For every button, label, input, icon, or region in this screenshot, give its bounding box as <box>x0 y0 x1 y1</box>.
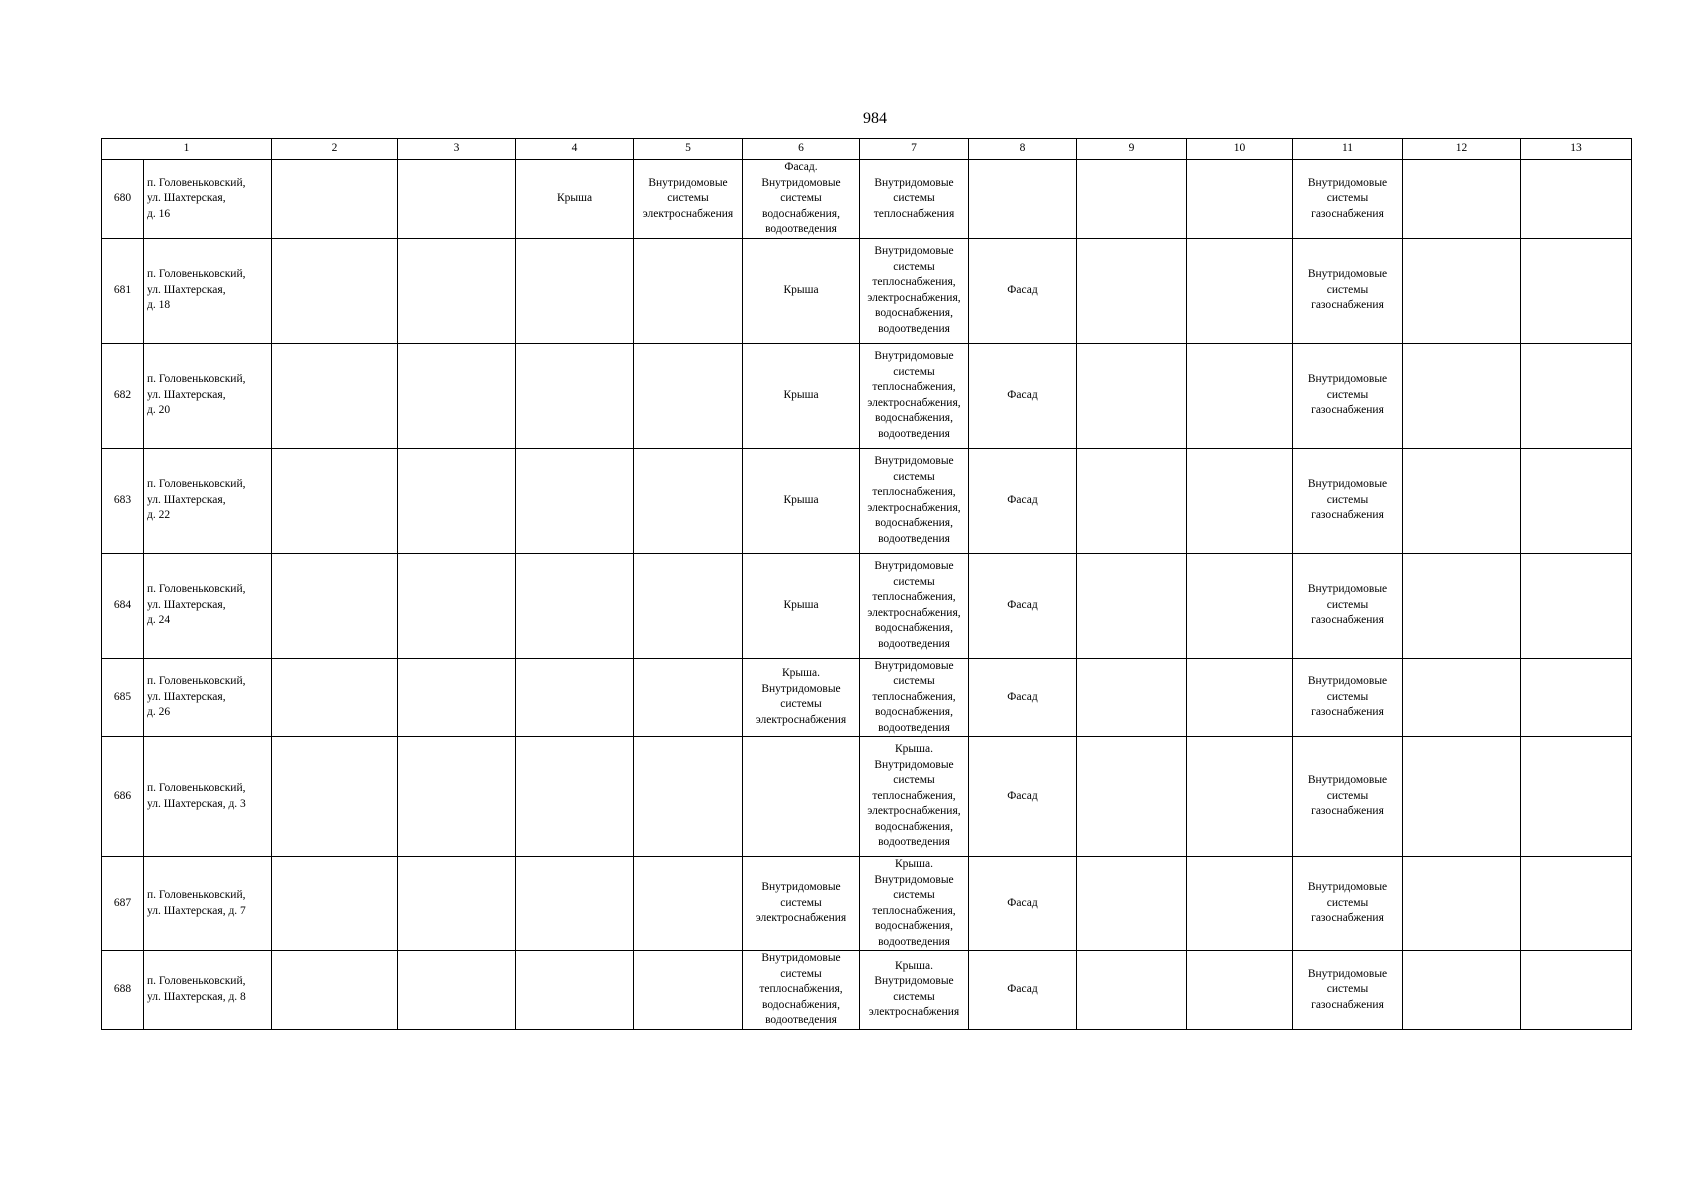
row-number-cell <box>102 553 144 658</box>
cell-text: п. Головеньковский, ул. Шахтерская, д. 16 <box>147 176 246 220</box>
cell-text: Внутридомовые системы газоснабжения <box>1307 373 1388 417</box>
work-cell <box>1077 448 1187 553</box>
address-cell <box>144 448 272 553</box>
work-cell <box>516 160 634 239</box>
work-cell <box>1187 951 1293 1030</box>
work-cell <box>1521 857 1632 951</box>
cell-text: 686 <box>113 789 132 802</box>
work-cell <box>743 857 860 951</box>
work-cell <box>516 343 634 448</box>
table-row <box>102 951 1632 1030</box>
work-cell <box>1521 238 1632 343</box>
row-number-cell <box>102 448 144 553</box>
row-number-cell <box>102 857 144 951</box>
work-cell <box>743 737 860 857</box>
work-cell <box>516 238 634 343</box>
work-cell <box>634 857 743 951</box>
column-header: 11 <box>1293 139 1403 160</box>
address-cell <box>144 737 272 857</box>
work-cell <box>1521 951 1632 1030</box>
row-number-cell <box>102 238 144 343</box>
work-cell <box>969 343 1077 448</box>
cell-text: Внутридомовые системы газоснабжения <box>1307 268 1388 312</box>
cell-text: Фасад <box>1007 789 1038 802</box>
cell-text: Внутридомовые системы теплоснабжения, электроснабжения, водоснабжения, водоотведения <box>867 245 961 335</box>
work-cell <box>272 553 398 658</box>
work-cell <box>516 448 634 553</box>
cell-text: п. Головеньковский, ул. Шахтерская, д. 22 <box>147 478 246 522</box>
work-cell <box>1521 658 1632 737</box>
table-row <box>102 238 1632 343</box>
work-cell <box>634 160 743 239</box>
work-cell <box>969 448 1077 553</box>
work-cell <box>1187 737 1293 857</box>
work-cell <box>1077 737 1187 857</box>
work-cell <box>1403 658 1521 737</box>
cell-text: Внутридомовые системы электроснабжения <box>642 176 734 220</box>
cell-text: Крыша. Внутридомовые системы теплоснабжения, электроснабжения, водоснабжения, водоотведения <box>867 743 961 849</box>
column-header: 3 <box>398 139 516 160</box>
column-header: 2 <box>272 139 398 160</box>
cell-text: 681 <box>113 283 132 296</box>
work-cell <box>860 951 969 1030</box>
cell-text: Внутридомовые системы теплоснабжения, электроснабжения, водоснабжения, водоотведения <box>867 350 961 440</box>
cell-text: Крыша <box>783 388 819 401</box>
work-cell <box>1293 343 1403 448</box>
work-cell <box>398 658 516 737</box>
work-cell <box>272 737 398 857</box>
column-header: 10 <box>1187 139 1293 160</box>
address-cell <box>144 658 272 737</box>
work-cell <box>1293 658 1403 737</box>
work-cell <box>634 553 743 658</box>
cell-text: Крыша <box>783 283 819 296</box>
table-body <box>102 160 1632 1030</box>
work-cell <box>1403 238 1521 343</box>
repair-schedule-table <box>101 138 1632 1030</box>
work-cell <box>1187 448 1293 553</box>
cell-text: Фасад <box>1007 283 1038 296</box>
work-cell <box>1521 448 1632 553</box>
address-cell <box>144 951 272 1030</box>
column-number-row <box>102 139 1632 160</box>
work-cell <box>1403 343 1521 448</box>
cell-text: Фасад <box>1007 896 1038 909</box>
cell-text: Фасад <box>1007 388 1038 401</box>
work-cell <box>1403 951 1521 1030</box>
cell-text: 680 <box>113 192 132 204</box>
work-cell <box>272 951 398 1030</box>
work-cell <box>398 238 516 343</box>
work-cell <box>634 238 743 343</box>
cell-text: Внутридомовые системы теплоснабжения, водоснабжения, водоотведения <box>759 952 843 1026</box>
work-cell <box>1187 238 1293 343</box>
cell-text: 684 <box>113 598 132 611</box>
work-cell <box>860 737 969 857</box>
cell-text: Внутридомовые системы теплоснабжения, электроснабжения, водоснабжения, водоотведения <box>867 455 961 545</box>
work-cell <box>1187 658 1293 737</box>
column-header: 9 <box>1077 139 1187 160</box>
work-cell <box>516 553 634 658</box>
row-number-cell <box>102 160 144 239</box>
table-row <box>102 857 1632 951</box>
cell-text: п. Головеньковский, ул. Шахтерская, д. 20 <box>147 373 246 417</box>
work-cell <box>969 737 1077 857</box>
work-cell <box>1403 553 1521 658</box>
work-cell <box>743 343 860 448</box>
cell-text: Фасад. Внутридомовые системы водоснабжения, водоотведения <box>761 161 841 235</box>
cell-text: Внутридомовые системы газоснабжения <box>1307 675 1388 718</box>
table-row <box>102 160 1632 239</box>
cell-text: Внутридомовые системы газоснабжения <box>1307 967 1388 1011</box>
cell-text: Внутридомовые системы теплоснабжения, электроснабжения, водоснабжения, водоотведения <box>867 560 961 650</box>
row-number-cell <box>102 343 144 448</box>
work-cell <box>860 238 969 343</box>
table-row <box>102 448 1632 553</box>
work-cell <box>398 857 516 951</box>
work-cell <box>634 343 743 448</box>
cell-text: Внутридомовые системы электроснабжения <box>755 881 847 925</box>
work-cell <box>1521 343 1632 448</box>
column-header: 5 <box>634 139 743 160</box>
work-cell <box>516 857 634 951</box>
cell-text: Фасад <box>1007 598 1038 611</box>
column-header: 4 <box>516 139 634 160</box>
work-cell <box>860 857 969 951</box>
work-cell <box>398 448 516 553</box>
work-cell <box>634 658 743 737</box>
table-row <box>102 737 1632 857</box>
work-cell <box>1293 160 1403 239</box>
work-cell <box>272 658 398 737</box>
cell-text: Фасад <box>1007 690 1038 703</box>
work-cell <box>1403 448 1521 553</box>
work-cell <box>860 343 969 448</box>
work-cell <box>1293 737 1403 857</box>
work-cell <box>1521 553 1632 658</box>
work-cell <box>969 553 1077 658</box>
cell-text: 685 <box>113 690 132 703</box>
work-cell <box>1293 857 1403 951</box>
cell-text: Внутридомовые системы теплоснабжения, водоснабжения, водоотведения <box>872 659 956 734</box>
work-cell <box>398 343 516 448</box>
work-cell <box>1293 553 1403 658</box>
address-cell <box>144 160 272 239</box>
work-cell <box>743 238 860 343</box>
work-cell <box>860 553 969 658</box>
work-cell <box>516 737 634 857</box>
work-cell <box>743 658 860 737</box>
work-cell <box>969 951 1077 1030</box>
column-header: 1 <box>102 139 272 160</box>
address-cell <box>144 343 272 448</box>
work-cell <box>1293 951 1403 1030</box>
cell-text: 682 <box>113 388 132 401</box>
column-header: 8 <box>969 139 1077 160</box>
cell-text: Крыша. Внутридомовые системы электроснабжения <box>868 959 960 1019</box>
work-cell <box>1187 160 1293 239</box>
work-cell <box>398 951 516 1030</box>
page-number: 984 <box>863 110 887 127</box>
column-header: 12 <box>1403 139 1521 160</box>
work-cell <box>860 160 969 239</box>
work-cell <box>743 448 860 553</box>
cell-text: п. Головеньковский, ул. Шахтерская, д. 8 <box>147 975 246 1003</box>
work-cell <box>1521 160 1632 239</box>
work-cell <box>1077 238 1187 343</box>
work-cell <box>272 857 398 951</box>
cell-text: п. Головеньковский, ул. Шахтерская, д. 7 <box>147 889 246 917</box>
cell-text: Крыша <box>783 598 819 611</box>
work-cell <box>1403 160 1521 239</box>
work-cell <box>1293 238 1403 343</box>
address-cell <box>144 238 272 343</box>
work-cell <box>743 553 860 658</box>
work-cell <box>969 238 1077 343</box>
cell-text: Крыша. Внутридомовые системы электроснабжения <box>755 667 847 726</box>
work-cell <box>272 238 398 343</box>
work-cell <box>1293 448 1403 553</box>
work-cell <box>1077 160 1187 239</box>
cell-text: Внутридомовые системы газоснабжения <box>1307 478 1388 522</box>
cell-text: 683 <box>113 493 132 506</box>
cell-text: Фасад <box>1007 493 1038 506</box>
work-cell <box>1403 737 1521 857</box>
work-cell <box>1187 553 1293 658</box>
table-row <box>102 658 1632 737</box>
cell-text: Внутридомовые системы газоснабжения <box>1307 583 1388 627</box>
work-cell <box>516 658 634 737</box>
column-header: 13 <box>1521 139 1632 160</box>
work-cell <box>1077 343 1187 448</box>
work-cell <box>398 160 516 239</box>
column-header: 7 <box>860 139 969 160</box>
work-cell <box>969 160 1077 239</box>
cell-text: п. Головеньковский, ул. Шахтерская, д. 18 <box>147 268 246 312</box>
column-header: 6 <box>743 139 860 160</box>
work-cell <box>516 951 634 1030</box>
cell-text: Внутридомовые системы теплоснабжения <box>873 176 955 220</box>
work-cell <box>398 553 516 658</box>
work-cell <box>634 737 743 857</box>
row-number-cell <box>102 737 144 857</box>
cell-text: Крыша <box>556 192 593 204</box>
row-number-cell <box>102 658 144 737</box>
work-cell <box>1077 857 1187 951</box>
work-cell <box>272 160 398 239</box>
cell-text: 687 <box>113 896 132 909</box>
work-cell <box>634 951 743 1030</box>
cell-text: 688 <box>113 983 132 995</box>
work-cell <box>743 160 860 239</box>
work-cell <box>1077 658 1187 737</box>
cell-text: Внутридомовые системы газоснабжения <box>1307 774 1388 818</box>
work-cell <box>272 343 398 448</box>
work-cell <box>1187 857 1293 951</box>
work-cell <box>1077 553 1187 658</box>
cell-text: Фасад <box>1007 983 1038 995</box>
cell-text: Внутридомовые системы газоснабжения <box>1307 881 1388 925</box>
cell-text: Крыша. Внутридомовые системы теплоснабжения, водоснабжения, водоотведения <box>872 858 956 948</box>
address-cell <box>144 553 272 658</box>
table-row <box>102 343 1632 448</box>
table-row <box>102 553 1632 658</box>
work-cell <box>860 658 969 737</box>
work-cell <box>1403 857 1521 951</box>
cell-text: п. Головеньковский, ул. Шахтерская, д. 24 <box>147 583 246 627</box>
work-cell <box>1187 343 1293 448</box>
work-cell <box>272 448 398 553</box>
work-cell <box>398 737 516 857</box>
cell-text: п. Головеньковский, ул. Шахтерская, д. 3 <box>147 782 246 810</box>
work-cell <box>1077 951 1187 1030</box>
work-cell <box>860 448 969 553</box>
cell-text: Внутридомовые системы газоснабжения <box>1307 176 1388 220</box>
address-cell <box>144 857 272 951</box>
cell-text: п. Головеньковский, ул. Шахтерская, д. 26 <box>147 675 246 718</box>
work-cell <box>1521 737 1632 857</box>
work-cell <box>969 857 1077 951</box>
work-cell <box>743 951 860 1030</box>
cell-text: Крыша <box>783 493 819 506</box>
row-number-cell <box>102 951 144 1030</box>
work-cell <box>634 448 743 553</box>
work-cell <box>969 658 1077 737</box>
